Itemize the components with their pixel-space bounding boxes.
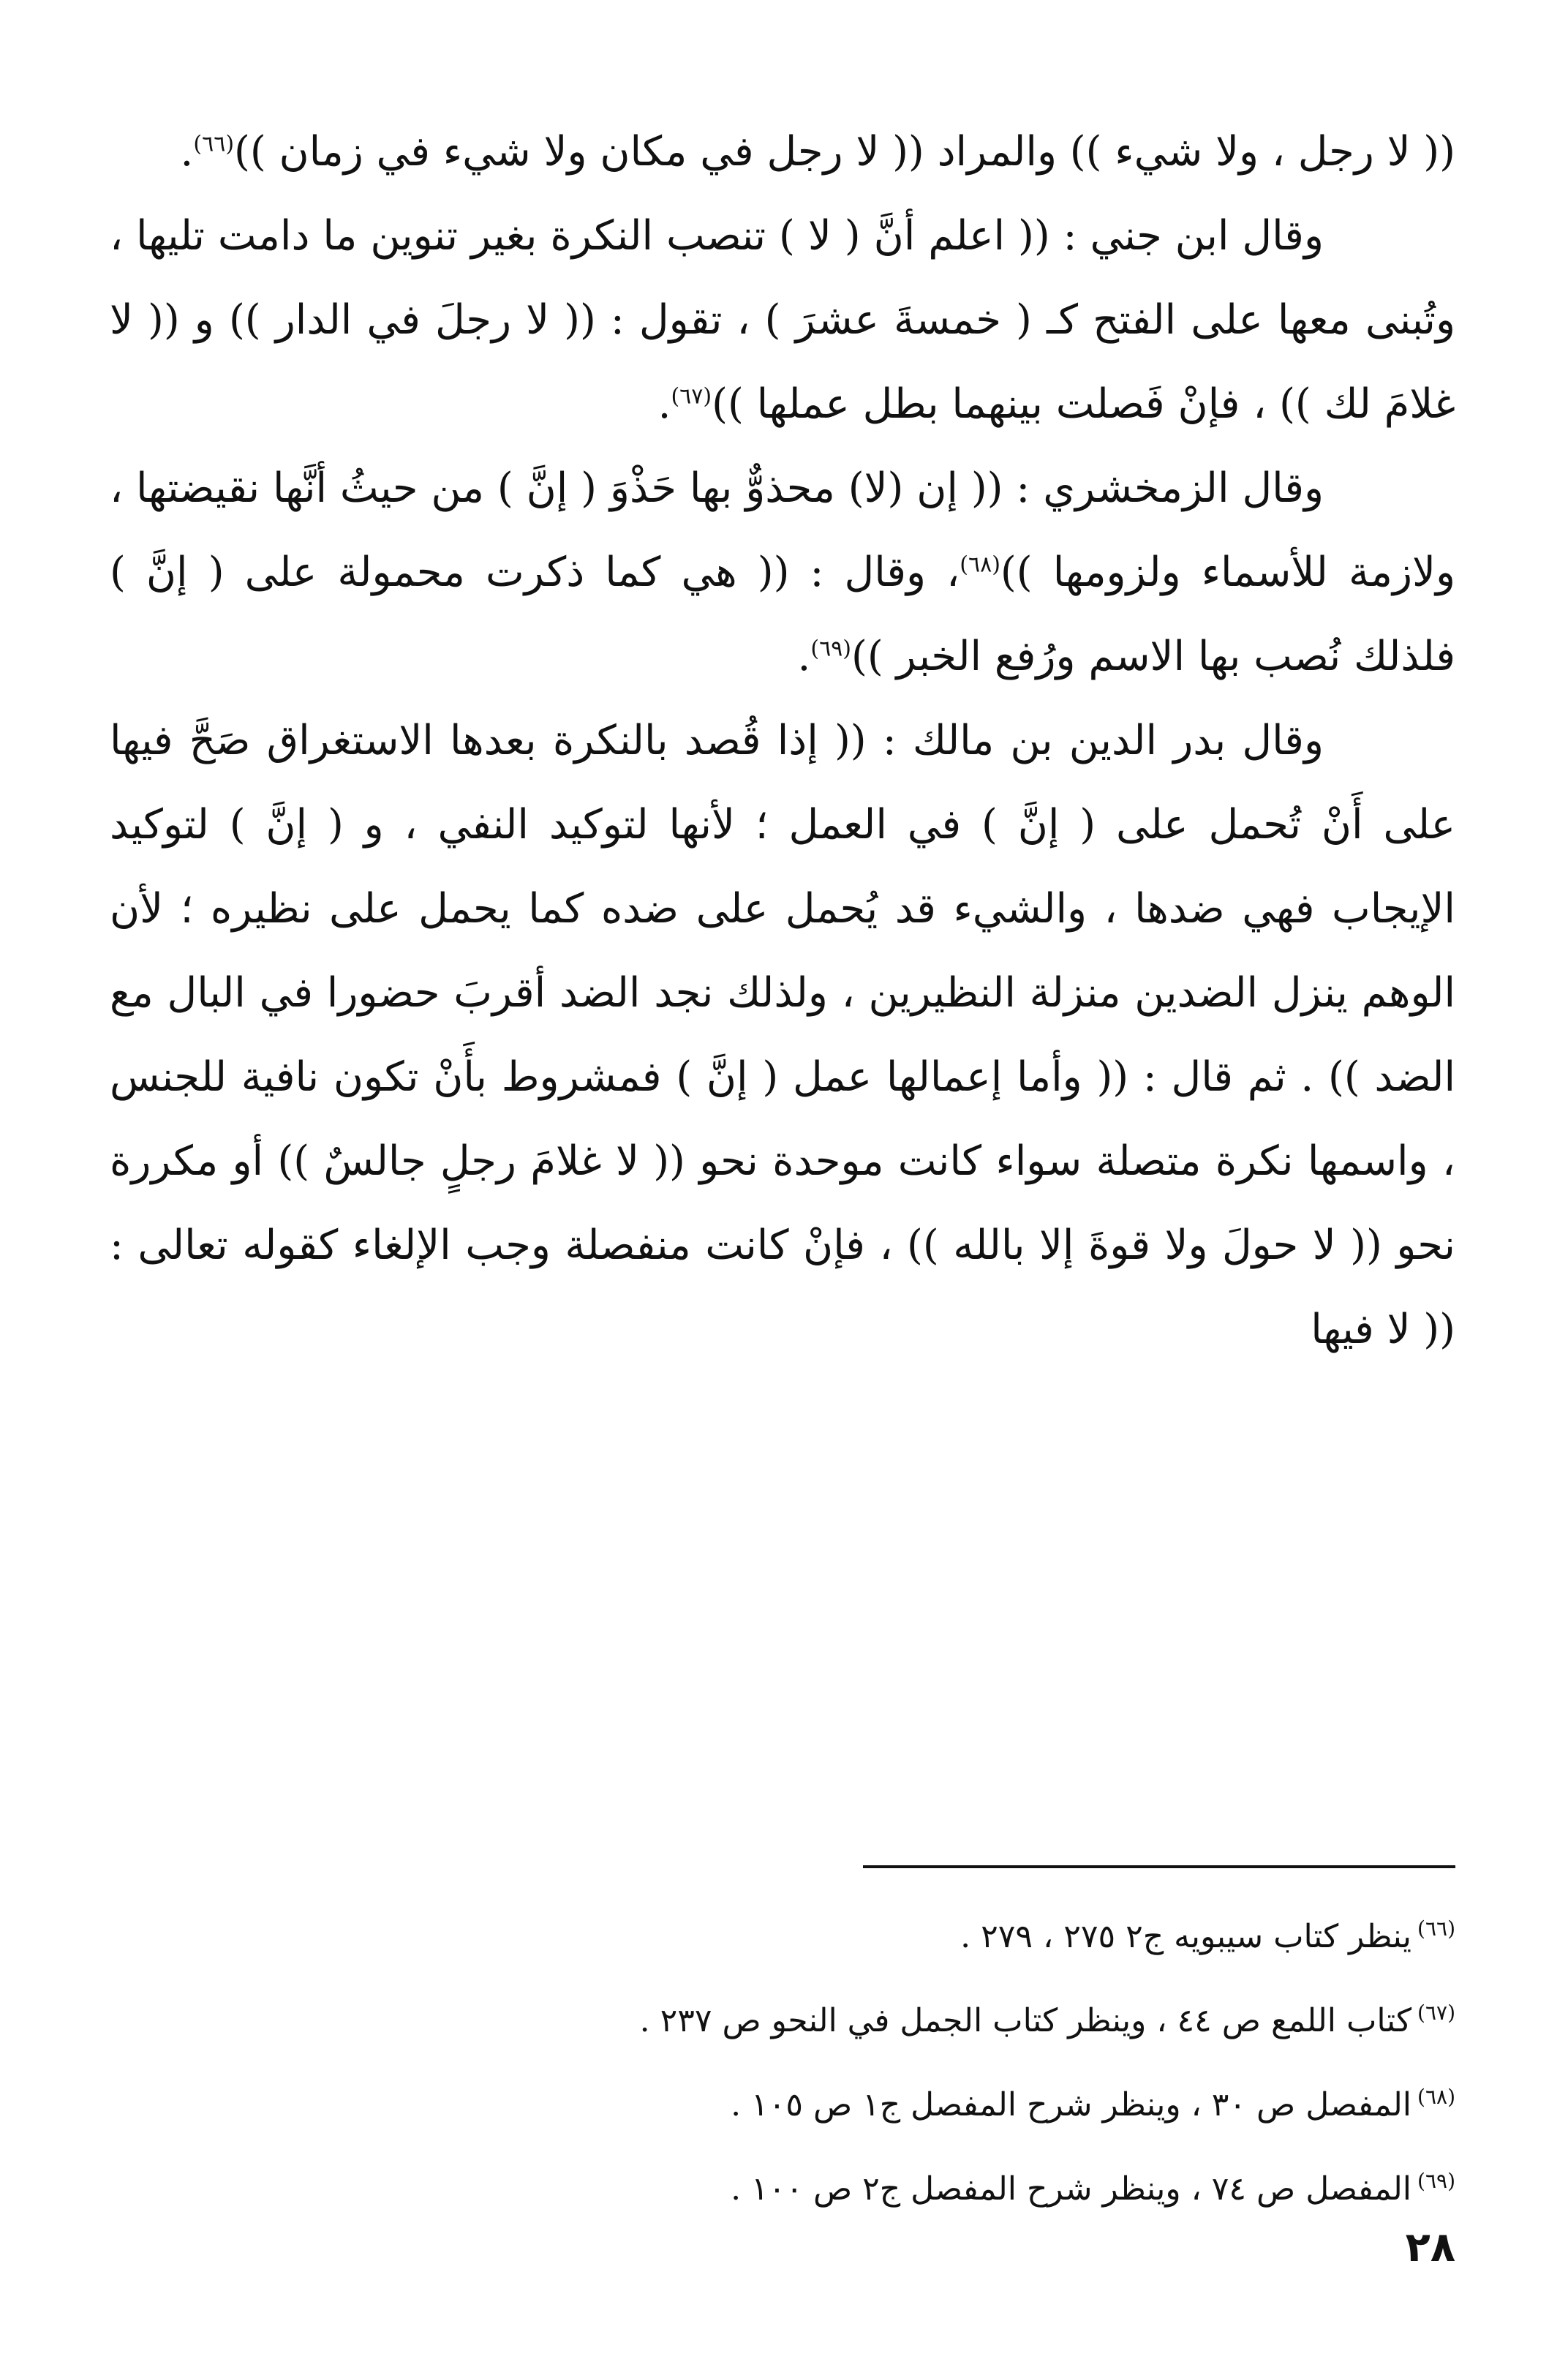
paragraph-2-text: وقال ابن جني : (( اعلم أنَّ ( لا ) تنصب النكرة بغير تنوين ما دامت تليها ، وتُبنى معها على الفتح كـ ( خمسةَ عشرَ ) ، تقول : (( لا رجلَ في الدار )) و (( لا غلامَ لك )) ، فإنْ فَصلت بينهما بطل عملها )): [110, 212, 1455, 428]
footnote-text: كتاب اللمع ص ٤٤ ، وينظر كتاب الجمل في النحو ص ٢٣٧ .: [639, 2002, 1412, 2039]
paragraph-3-text: وقال الزمخشري : (( إن (لا) محذوٌّ بها حَذْوَ ( إنَّ ) من حيثُ أنَّها نقيضتها ، ولازمة للأسماء ولزومها )): [110, 464, 1455, 596]
paragraph-3: [110, 446, 1455, 699]
footnote-67: [110, 1979, 1455, 2063]
paragraph-3-tail: ، وقال : (( هي كما ذكرت محمولة على ( إنَّ ) فلذلك نُصب بها الاسم ورُفع الخبر )): [110, 549, 1455, 680]
footnote-68: [110, 2063, 1455, 2147]
footnote-ref-67[interactable]: (٦٧): [671, 383, 712, 410]
footnote-number: (٦٦): [1417, 1916, 1455, 1941]
paragraph-1-text: (( لا رجل ، ولا شيء )) والمراد (( لا رجل في مكان ولا شيء في زمان )): [234, 128, 1455, 176]
paragraph-2: [110, 194, 1455, 446]
main-text: [110, 110, 1455, 1372]
footnote-text: ينظر كتاب سيبويه ج٢ ٢٧٥ ، ٢٧٩ .: [960, 1918, 1412, 1955]
footnote-number: (٦٧): [1417, 2001, 1455, 2025]
footnote-number: (٦٩): [1417, 2169, 1455, 2194]
document-page: [110, 110, 1455, 2275]
paragraph-1-tail: .: [180, 128, 194, 176]
footnote-ref-66[interactable]: (٦٦): [193, 131, 235, 157]
paragraph-4-text: وقال بدر الدين بن مالك : (( إذا قُصد بالنكرة بعدها الاستغراق صَحَّ فيها على أَنْ تُحمل على ( إنَّ ) في العمل ؛ لأنها لتوكيد النفي ، و ( إنَّ ) لتوكيد الإيجاب فهي ضدها ، والشيء قد يُحمل على ضده كما يحمل على نظيره ؛ لأن الوهم ينزل الضدين منزلة النظيرين ، ولذلك نجد الضد أقربَ حضورا في البال مع الضد )) . ثم قال : (( وأما إعمالها عمل ( إنَّ ) فمشروط بأَنْ تكون نافية للجنس ، واسمها نكرة متصلة سواء كانت موحدة نحو (( لا غلامَ رجلٍ جالسٌ )) أو مكررة نحو (( لا حولَ ولا قوةَ إلا بالله )) ، فإنْ كانت منفصلة وجب الإلغاء كقوله تعالى : (( لا فيها: [110, 717, 1455, 1353]
footnote-ref-69[interactable]: (٦٩): [810, 636, 852, 662]
footnote-66: [110, 1895, 1455, 1979]
paragraph-3-tail2: .: [797, 633, 811, 680]
footnote-separator: [863, 1865, 1455, 1868]
footnotes: [110, 1895, 1455, 2231]
paragraph-1: [110, 110, 1455, 194]
footnote-number: (٦٨): [1417, 2085, 1455, 2110]
page-number: ٢٨: [1405, 2224, 1455, 2271]
footnote-text: المفصل ص ٧٤ ، وينظر شرح المفصل ج٢ ص ١٠٠ .: [731, 2170, 1412, 2208]
footnote-text: المفصل ص ٣٠ ، وينظر شرح المفصل ج١ ص ١٠٥ .: [731, 2086, 1412, 2123]
paragraph-2-tail: .: [657, 380, 671, 428]
footnote-ref-68[interactable]: (٦٨): [960, 552, 1000, 578]
paragraph-4: [110, 699, 1455, 1372]
footnote-69: [110, 2147, 1455, 2231]
